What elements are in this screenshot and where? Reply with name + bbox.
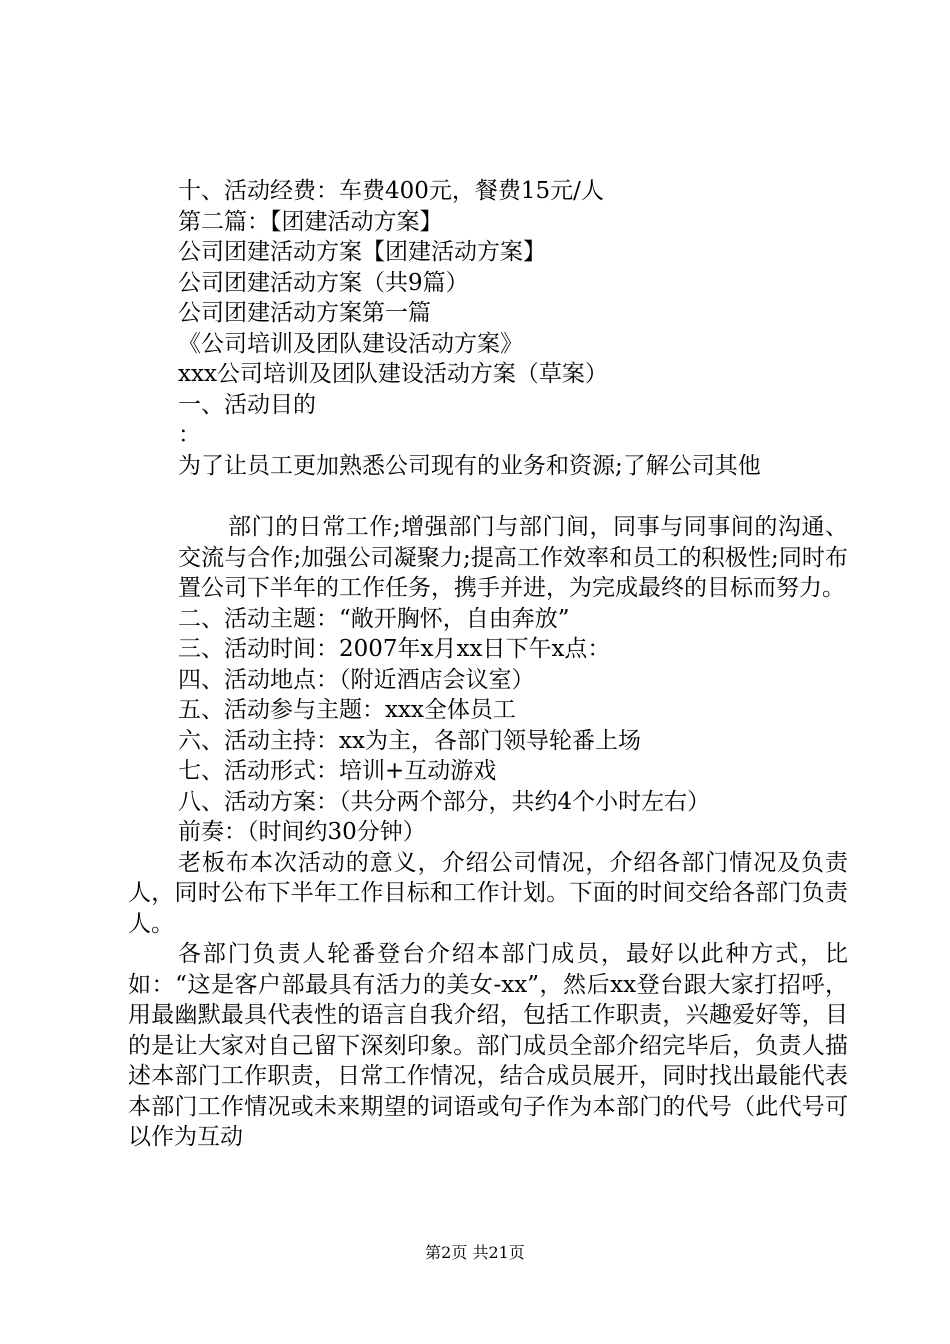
- line-host: 六、活动主持：xx为主，各部门领导轮番上场: [178, 727, 641, 754]
- line-theme: 二、活动主题：“敞开胸怀，自由奔放”: [178, 605, 570, 632]
- line-time: 三、活动时间：2007年x月xx日下午x点：: [178, 636, 611, 662]
- line-purpose-start: 为了让员工更加熟悉公司现有的业务和资源;了解公司其他: [178, 452, 761, 479]
- page-footer: 第2页 共21页: [425, 1243, 525, 1262]
- paragraph-boss-intro: 老板布本次活动的意义，介绍公司情况，介绍各部门情况及负责人，同时公布下半年工作目标和工作计划。下面的时间交给各部门负责人。: [128, 849, 848, 937]
- paragraph-department-intro: 各部门负责人轮番登台介绍本部门成员，最好以此种方式，比如：“这是客户部最具有活力的美女-xx”，然后xx登台跟大家打招呼，用最幽默最具代表性的语言自我介绍，包括工作职责，兴趣爱好等，目的是让大家对自己留下深刻印象。部门成员全部介绍完毕后，负责人描述本部门工作职责，日常工作情况，结合成员展开，同时找出最能代表本部门工作情况或未来期望的词语或句子作为本部门的代号（此代号可以作为互动: [128, 941, 848, 1150]
- line-plan-first: 公司团建活动方案第一篇: [178, 300, 431, 326]
- line-book-title: 《公司培训及团队建设活动方案》: [178, 330, 523, 357]
- line-plan-heading: 公司团建活动方案【团建活动方案】: [178, 239, 546, 265]
- line-participants: 五、活动参与主题：xxx全体员工: [178, 697, 516, 723]
- line-plan-count: 公司团建活动方案（共9篇）: [178, 269, 469, 296]
- line-location: 四、活动地点：（附近酒店会议室）: [178, 666, 535, 693]
- line-prelude: 前奏：（时间约30分钟）: [178, 819, 426, 845]
- line-expense: 十、活动经费：车费400元，餐费15元/人: [178, 178, 604, 204]
- line-format: 七、活动形式：培训+互动游戏: [178, 758, 497, 784]
- line-colon: ：: [178, 422, 201, 448]
- line-section-purpose: 一、活动目的: [178, 391, 316, 418]
- paragraph-purpose: 部门的日常工作;增强部门与部门间，同事与同事间的沟通、交流与合作;加强公司凝聚力;提高工作效率和员工的积极性;同时布置公司下半年的工作任务，携手并进，为完成最终的目标而努力。: [178, 514, 848, 601]
- line-scheme: 八、活动方案：（共分两个部分，共约4个小时左右）: [178, 788, 711, 815]
- document-body: [128, 176, 848, 1153]
- line-draft-title: xxx公司培训及团队建设活动方案（草案）: [178, 361, 608, 387]
- line-chapter-two: 第二篇：【团建活动方案】: [178, 208, 443, 235]
